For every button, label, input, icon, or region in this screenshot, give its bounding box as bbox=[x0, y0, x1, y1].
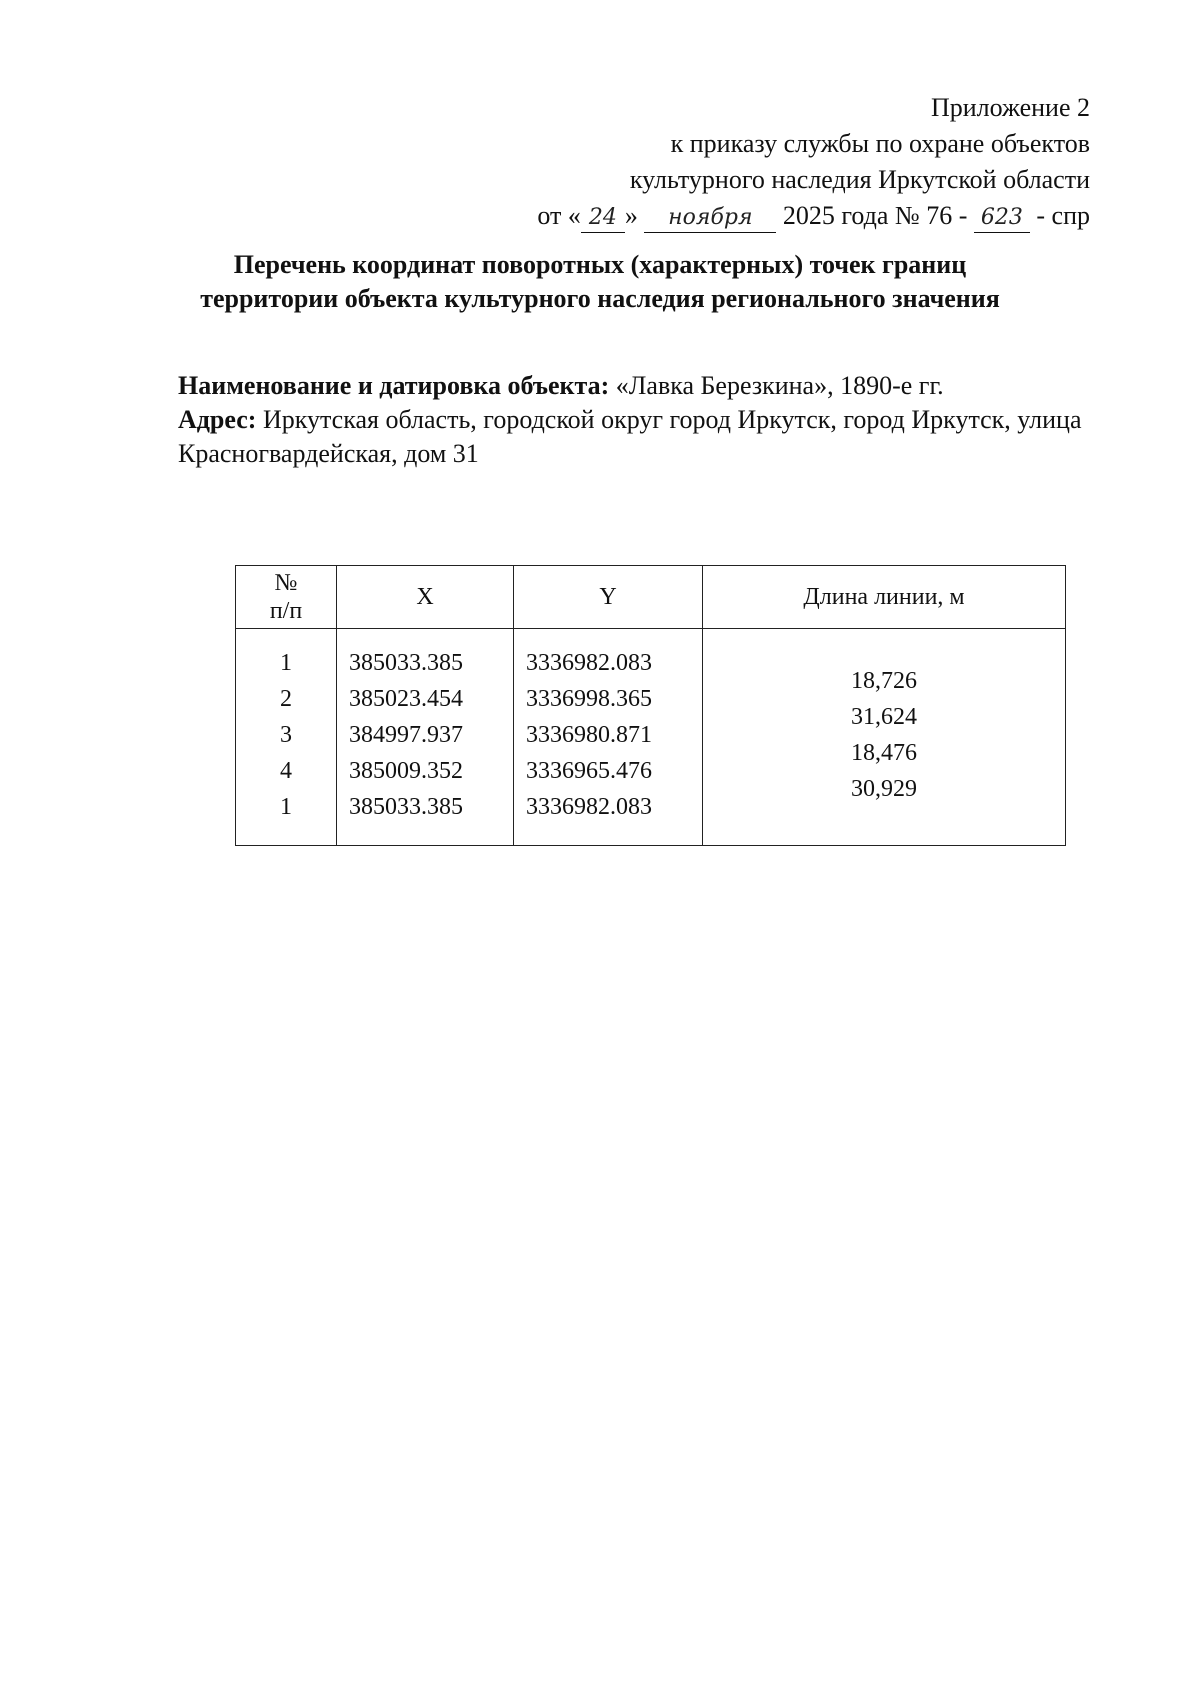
point-number: 2 bbox=[280, 686, 292, 712]
header-y: Y bbox=[514, 566, 703, 629]
header-length: Длина линии, м bbox=[703, 566, 1066, 629]
date-prefix: от « bbox=[537, 201, 581, 230]
point-number: 1 bbox=[280, 794, 292, 820]
object-info bbox=[178, 369, 1098, 471]
line-length: 18,476 bbox=[851, 740, 917, 766]
point-y: 3336980.871 bbox=[526, 722, 652, 748]
object-name-label: Наименование и датировка объекта: bbox=[178, 371, 610, 400]
order-date-line bbox=[537, 198, 1090, 234]
point-y: 3336965.476 bbox=[526, 758, 652, 784]
header-x: X bbox=[337, 566, 514, 629]
object-address-row bbox=[178, 403, 1098, 471]
object-address-value: Иркутская область, городской округ город Иркутск, город Иркутск, улица Красногвардейская, дом 31 bbox=[178, 405, 1082, 468]
length-column bbox=[703, 629, 1066, 846]
date-mid: » bbox=[624, 201, 638, 230]
point-y: 3336982.083 bbox=[526, 650, 652, 676]
point-x: 384997.937 bbox=[349, 722, 463, 748]
header-num-abbr: п/п bbox=[269, 598, 303, 624]
point-number: 1 bbox=[280, 650, 292, 676]
handwritten-day: 24 bbox=[581, 204, 625, 233]
order-suffix: - спр bbox=[1036, 201, 1090, 230]
line-length: 18,726 bbox=[851, 668, 917, 694]
title-line-2: территории объекта культурного наследия регионального значения bbox=[200, 284, 1000, 313]
point-y: 3336998.365 bbox=[526, 686, 652, 712]
num-column bbox=[236, 629, 337, 846]
point-x: 385009.352 bbox=[349, 758, 463, 784]
date-year-text: 2025 года № 76 - bbox=[782, 201, 968, 230]
handwritten-order-number: 623 bbox=[974, 204, 1030, 233]
point-x: 385033.385 bbox=[349, 650, 463, 676]
order-line-1: к приказу службы по охране объектов bbox=[670, 129, 1090, 158]
object-name-row bbox=[178, 369, 1098, 403]
point-number: 4 bbox=[280, 758, 292, 784]
title-line-1: Перечень координат поворотных (характерных) точек границ bbox=[233, 250, 967, 279]
order-line-2: культурного наследия Иркутской области bbox=[629, 165, 1090, 194]
appendix-label: Приложение 2 bbox=[930, 93, 1090, 122]
point-x: 385033.385 bbox=[349, 794, 463, 820]
point-y: 3336982.083 bbox=[526, 794, 652, 820]
coordinates-table bbox=[235, 565, 1066, 846]
x-column bbox=[337, 629, 514, 846]
y-column bbox=[514, 629, 703, 846]
object-name-value: «Лавка Березкина», 1890-е гг. bbox=[615, 371, 944, 400]
document-title bbox=[0, 248, 1200, 316]
header-num bbox=[236, 566, 337, 629]
table-header-row bbox=[236, 566, 1066, 629]
object-address-label: Адрес: bbox=[178, 405, 257, 434]
point-x: 385023.454 bbox=[349, 686, 463, 712]
table-body-row bbox=[236, 629, 1066, 846]
line-length: 30,929 bbox=[851, 776, 917, 802]
appendix-header bbox=[537, 90, 1090, 234]
header-num-symbol: № bbox=[274, 570, 298, 596]
line-length: 31,624 bbox=[851, 704, 917, 730]
point-number: 3 bbox=[280, 722, 292, 748]
handwritten-month: ноября bbox=[644, 204, 776, 233]
